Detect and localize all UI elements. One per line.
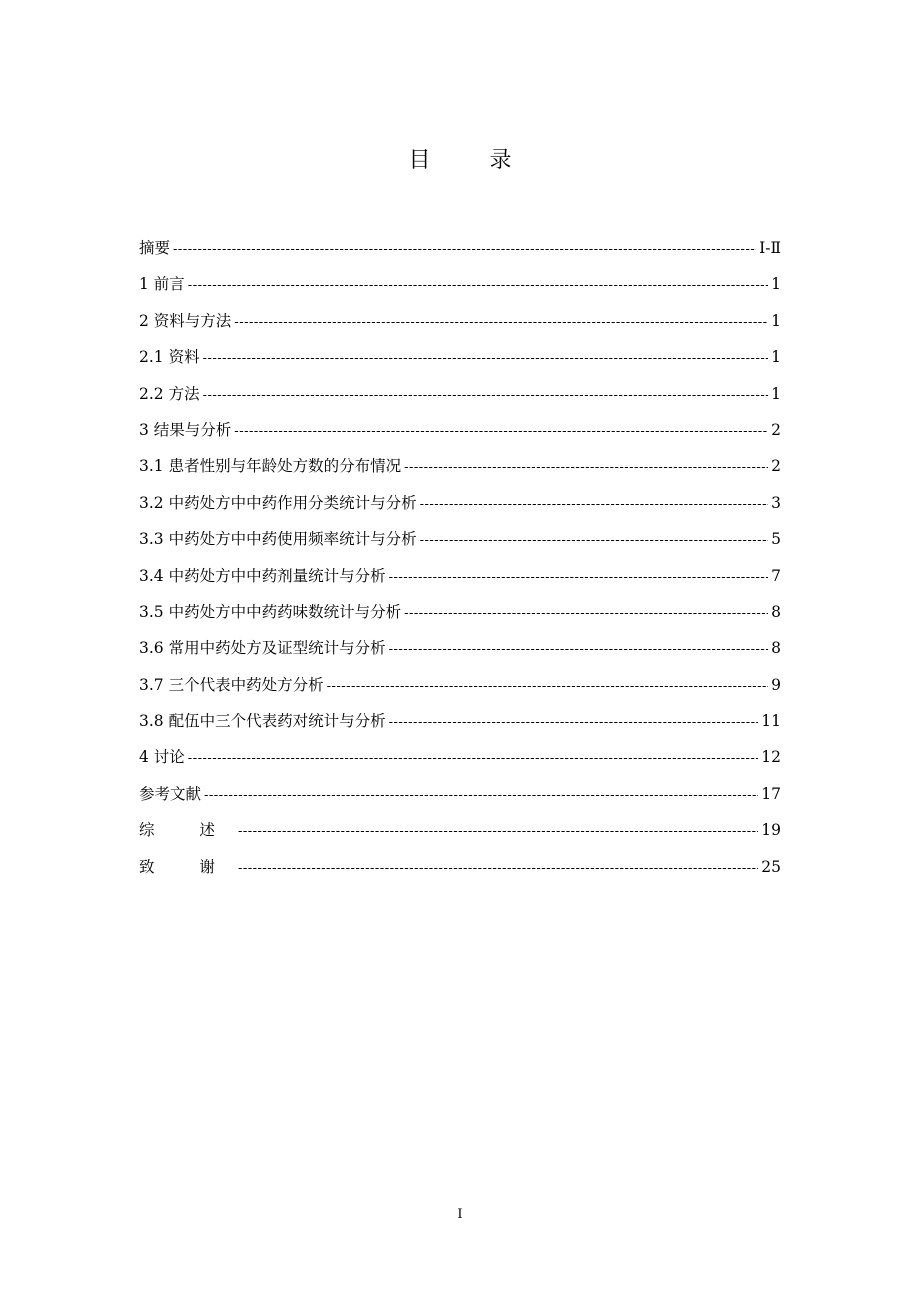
toc-entry-page: 17 [761, 784, 781, 803]
toc-entry-page: 7 [771, 566, 781, 585]
toc-leader-dashes [404, 606, 768, 621]
toc-leader-dashes [188, 751, 758, 766]
toc-entry[interactable] [139, 309, 781, 345]
toc-entry[interactable] [139, 345, 781, 381]
toc-entry-label: 3.3 中药处方中中药使用频率统计与分析 [139, 530, 417, 549]
toc-entry-page: 25 [761, 857, 781, 876]
toc-entry[interactable] [139, 745, 781, 781]
toc-entry-page: 2 [771, 420, 781, 439]
toc-leader-dashes [389, 715, 759, 730]
toc-entry-label: 3.6 常用中药处方及证型统计与分析 [139, 639, 386, 658]
toc-leader-dashes [389, 570, 769, 585]
toc-entry-label: 1 前言 [139, 275, 185, 294]
toc-entry-label: 4 讨论 [139, 748, 185, 767]
toc-entry[interactable] [139, 491, 781, 527]
toc-entry-page: 12 [761, 748, 781, 767]
toc-entry[interactable] [139, 527, 781, 563]
toc-entry-label: 3.8 配伍中三个代表药对统计与分析 [139, 712, 386, 731]
toc-entry-page: 1 [771, 384, 781, 403]
toc-entry-label: 3.5 中药处方中中药药味数统计与分析 [139, 602, 402, 621]
toc-entry-label: 致 谢 [139, 857, 235, 876]
toc-entry[interactable] [139, 855, 781, 891]
toc-leader-dashes [238, 861, 758, 876]
page-number: I [457, 1207, 463, 1222]
toc-entry-page: 9 [771, 675, 781, 694]
toc-entry-label: 2.2 方法 [139, 384, 200, 403]
toc-leader-dashes [420, 533, 769, 548]
table-of-contents [139, 236, 781, 891]
toc-entry[interactable] [139, 600, 781, 636]
toc-entry-label: 参考文献 [139, 784, 202, 803]
toc-entry-label: 2.1 资料 [139, 348, 200, 367]
toc-entry-page: 1 [771, 348, 781, 367]
toc-entry-label: 3.2 中药处方中中药作用分类统计与分析 [139, 493, 417, 512]
toc-entry[interactable] [139, 272, 781, 308]
toc-entry[interactable] [139, 782, 781, 818]
toc-entry[interactable] [139, 818, 781, 854]
toc-leader-dashes [389, 642, 769, 657]
toc-entry[interactable] [139, 236, 781, 272]
toc-leader-dashes [404, 460, 768, 475]
toc-entry[interactable] [139, 673, 781, 709]
toc-entry-page: 8 [771, 602, 781, 621]
toc-leader-dashes [234, 424, 768, 439]
toc-entry-page: 1 [771, 275, 781, 294]
toc-entry-label: 3.1 患者性别与年龄处方数的分布情况 [139, 457, 402, 476]
page-title: 目 录 [408, 148, 538, 173]
toc-entry[interactable] [139, 382, 781, 418]
toc-entry-label: 摘要 [139, 239, 171, 257]
toc-leader-dashes [173, 242, 756, 257]
toc-entry[interactable] [139, 709, 781, 745]
toc-entry-page: 11 [761, 712, 781, 731]
toc-leader-dashes [327, 679, 769, 694]
toc-leader-dashes [420, 497, 769, 512]
toc-entry[interactable] [139, 636, 781, 672]
toc-entry[interactable] [139, 564, 781, 600]
toc-entry-page: 5 [771, 530, 781, 549]
toc-entry[interactable] [139, 454, 781, 490]
toc-entry-label: 综 述 [139, 821, 235, 840]
toc-entry-label: 3.4 中药处方中中药剂量统计与分析 [139, 566, 386, 585]
toc-entry-page: 8 [771, 639, 781, 658]
toc-leader-dashes [238, 824, 758, 839]
toc-leader-dashes [203, 388, 769, 403]
toc-entry-page: Ⅰ-Ⅱ [759, 239, 781, 257]
toc-leader-dashes [203, 351, 769, 366]
toc-entry-page: 3 [771, 493, 781, 512]
toc-entry-page: 19 [761, 821, 781, 840]
toc-entry[interactable] [139, 418, 781, 454]
toc-leader-dashes [188, 278, 768, 293]
toc-leader-dashes [234, 315, 768, 330]
toc-leader-dashes [204, 788, 758, 803]
toc-entry-page: 1 [771, 311, 781, 330]
toc-entry-label: 3 结果与分析 [139, 420, 232, 439]
toc-entry-page: 2 [771, 457, 781, 476]
toc-entry-label: 3.7 三个代表中药处方分析 [139, 675, 324, 694]
toc-entry-label: 2 资料与方法 [139, 311, 232, 330]
